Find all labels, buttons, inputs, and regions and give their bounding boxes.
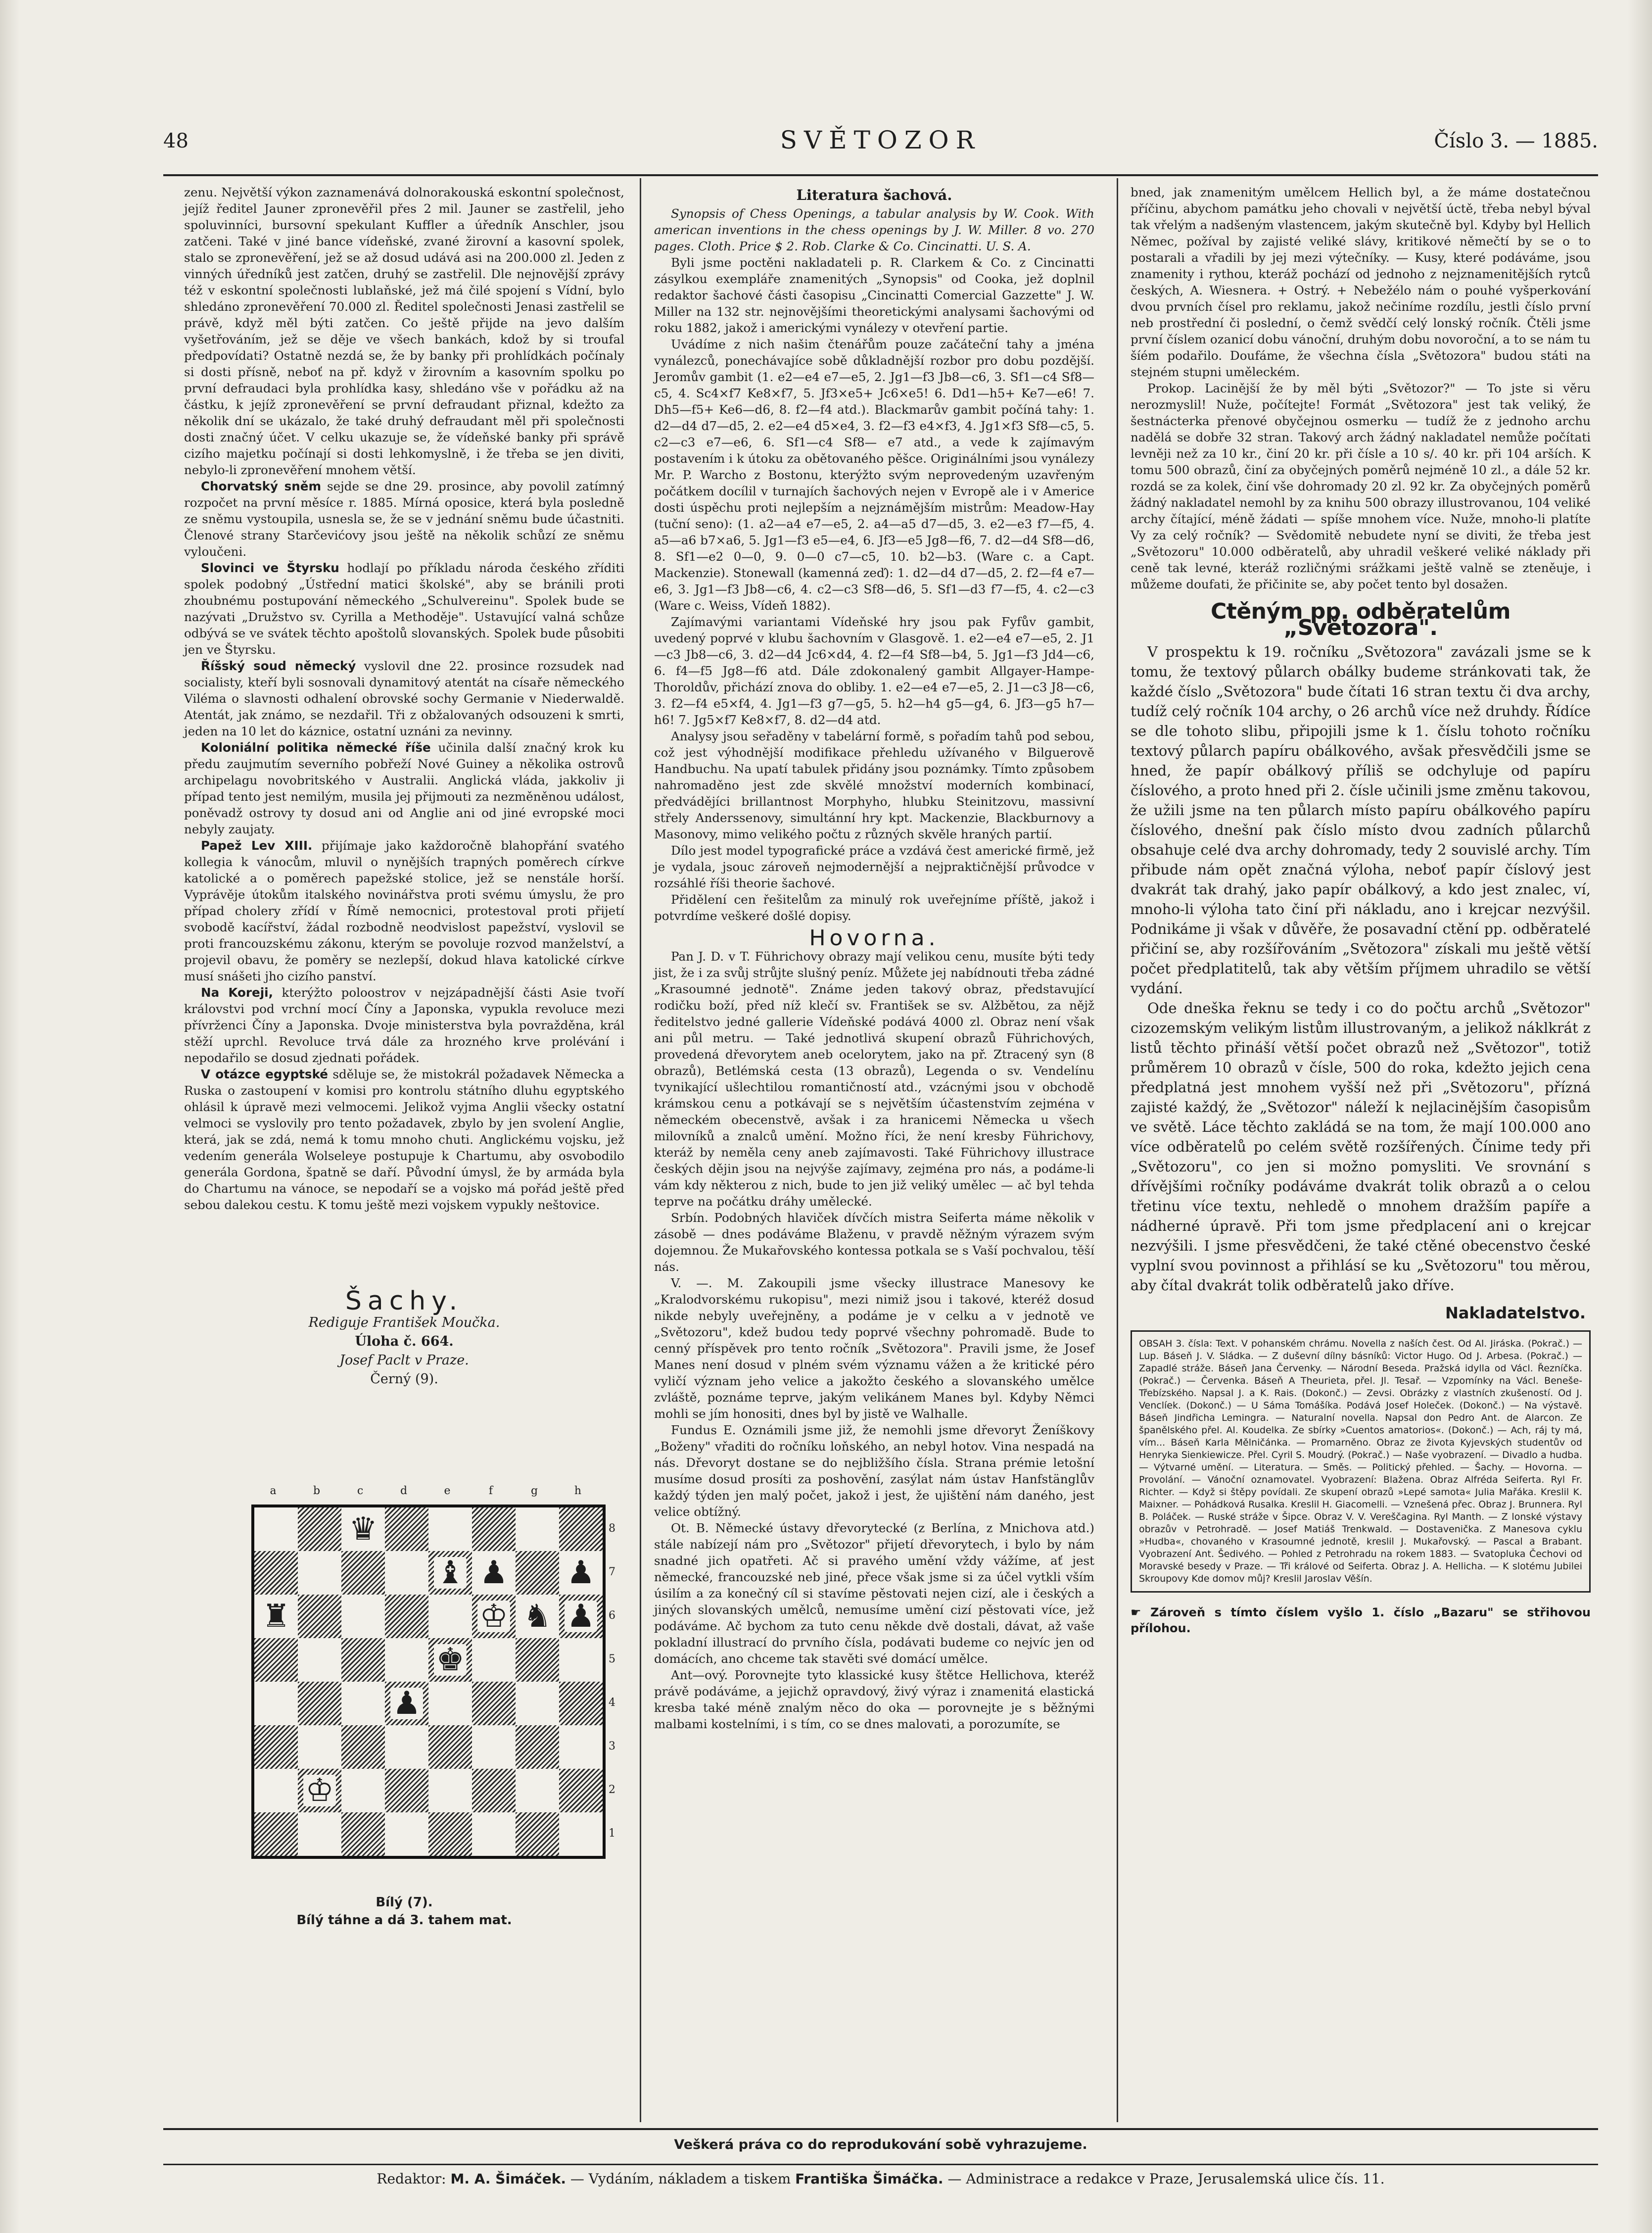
board-square xyxy=(559,1682,603,1725)
chess-piece: ♝ xyxy=(434,1557,466,1589)
board-square xyxy=(516,1682,559,1725)
board-square xyxy=(559,1725,603,1769)
article-paragraph: Synopsis of Chess Openings, a tabular analysis by W. Cook. With american inventions in the chess openings by J. W. Miller. 8 vo. 270 pages. Cloth. Price $ 2. Rob. Clarke & Co. Cincinatti. U. S. A. xyxy=(654,206,1094,253)
board-square xyxy=(298,1725,341,1769)
chess-footer xyxy=(184,1893,624,1929)
article-paragraph: Zajímavými variantami Vídeňské hry jsou pak Fyfův gambit, uvedený poprvé v klubu šachovním v Glasgově. 1. e2—e4 e7—e5, 2. J1—c3 Jb8—c6, 3. d2—d4 Jc6×d4, 4. f2—f4 Sf8—b4, 5. Jg1—f3 Jd4—c6, 6. f4—f5 Jg8—f6 atd. Dále zdokonalený gambit Allgayer-Hampe-Thoroldův, přichází znova do obliby. 1. e2—e4 e7—e5, 2. J1—c3 J8—c6, 3. f2—f4 e5×f4, 4. Jg1—f3 g7—g5, 5. h2—h4 g5—g4, 6. Jf3—g5 h7—h6! 7. Jg5×f7 Ke8×f7, 8. d2—d4 atd. xyxy=(654,615,1094,727)
chess-editor: Rediguje František Moučka. xyxy=(308,1315,500,1330)
board-rank-label: 1 xyxy=(609,1827,615,1840)
board-file-label: a xyxy=(270,1485,277,1497)
board-square xyxy=(298,1682,341,1725)
hovorna-title: Hovorna. xyxy=(809,925,940,951)
board-square xyxy=(516,1638,559,1682)
board-file-label: f xyxy=(488,1485,493,1497)
article-heading: Papež Lev XIII. xyxy=(201,838,313,853)
chess-piece: ♟ xyxy=(477,1557,510,1589)
board-square xyxy=(428,1638,472,1682)
administration-address: — Administrace a redakce v Praze, Jerusalemská ulice čís. 11. xyxy=(947,2171,1385,2187)
article-text: sděluje se, že mistokrál požadavek Německa a Ruska o zastoupení v komisi pro kontrolu státního dluhu egyptského ohlásil k úpravě mezi velmocemi. Jelikož vyjma Anglii všecky ostatní velmoci se vyslovily pro tento požadavek, zbylo by jen svolení Anglie, která, jak se zdá, nemá k tomu mnoho chuti. Anglickému vojsku, jež vedením generála Wolseleye postupuje k Chartumu, aby osvobodilo generála Gordona, špatně se daří. Původní úmysl, že by armáda byla do Chartumu na vánoce, se nepodaří se a vojsko má pořád ještě před sebou dalekou cestu. K tomu ještě mezi vojskem vypukly neštovice. xyxy=(184,1067,624,1212)
chess-piece: ♟ xyxy=(565,1601,597,1632)
article-paragraph xyxy=(184,560,624,658)
board-square xyxy=(254,1595,298,1638)
chess-piece: ♔ xyxy=(477,1601,510,1632)
board-rank-label: 8 xyxy=(609,1522,615,1535)
article-paragraph xyxy=(184,739,624,837)
board-square xyxy=(472,1551,516,1595)
bazar-notice-text: Zároveň s tímto číslem vyšlo 1. číslo „Bazaru" se střihovou přílohou. xyxy=(1131,1605,1591,1635)
board-square xyxy=(385,1769,428,1812)
board-square xyxy=(428,1507,472,1551)
board-square xyxy=(472,1638,516,1682)
chess-problem-number: Úloha č. 664. xyxy=(355,1334,454,1349)
board-square xyxy=(254,1725,298,1769)
article-paragraph: Analysy jsou seřaděny v tabelární formě, s pořadím tahů pod sebou, což jest výhodnější modifikace přehledu užívaného v Bilguerově Handbuchu. Na upatí tabulek přidány jsou poznámky. Tímto způsobem nahromaděno jest zde skvělé množství moderních kombinací, předvádějíci brillantnost Morphyho, hlubku Steinitzovu, massivní střely Anderssenovy, simultánní hry kpt. Mackenzie, Blackburnovy a Masonovy, mimo velikého počtu z různých skvěle hraných partií. xyxy=(654,729,1094,841)
article-heading: V otázce egyptské xyxy=(201,1067,328,1081)
board-square xyxy=(516,1595,559,1638)
article-paragraph: Dílo jest model typografické práce a vzdává čest americké firmě, jež je vydala, jsouc zároveň nejmodernější a nejpraktičnější průvodce v rozsáhlé říši theorie šachové. xyxy=(654,843,1094,890)
board-square xyxy=(298,1638,341,1682)
editor-name: M. A. Šimáček. xyxy=(450,2171,566,2187)
page-number: 48 xyxy=(163,130,189,152)
article-text: přijímaje jako každoročně blahopřání svatého kollegia k vánocům, mluvil o nynějších trapných poměrech církve katolické a o poměrech papežské stolice, jež se nenstále horší. Vyprávěje útokům italského novinářstva proti svému úmyslu, že pro případ cholery zřídí v Římě nemocnici, protestoval proti přijetí svobodě kacířství, žádal rozbodně neodvislost papežství, vyslovil se proti francouzskému zákonu, kterým se povoluje rozvod manželství, a projevil obavu, že poměry se nezlepší, dokud hlava katolické církve musí snášeti jho cizího panství. xyxy=(184,838,624,983)
board-square xyxy=(428,1725,472,1769)
chess-piece: ♜ xyxy=(260,1601,292,1632)
board-square xyxy=(472,1812,516,1856)
board-rank-label: 6 xyxy=(609,1609,615,1622)
board-square xyxy=(298,1507,341,1551)
board-file-label: d xyxy=(400,1485,408,1497)
board-square xyxy=(341,1595,385,1638)
board-square xyxy=(385,1812,428,1856)
board-square xyxy=(472,1725,516,1769)
board-square xyxy=(516,1551,559,1595)
page-header xyxy=(163,126,1598,169)
chess-piece: ♔ xyxy=(303,1775,335,1806)
board-square xyxy=(428,1595,472,1638)
article-paragraph: Byli jsme poctěni nakladateli p. R. Clarkem & Co. z Cincinatti zásylkou exempláře znamenitých „Synopsis" od Cooka, jež doplnil redaktor šachové části časopisu „Cincinatti Comercial Gazzette" J. W. Miller na 132 str. nejnovějšími theoretickými analysami šachovými od roku 1882, jakož i americkými vynálezy v otevření partie. xyxy=(654,255,1094,335)
board-square xyxy=(385,1682,428,1725)
article-paragraph: Ot. B. Německé ústavy dřevorytecké (z Berlína, z Mnichova atd.) stále nabízejí nám pro „Světozor" přijetí dřevorytech, i bylo by nám snadné jich opatřeti. Ač si pravého umění vždy vážíme, ať jest německé, francouzské neb jiné, přece však jsme si za účel vytkli vším úsilím a za konečný cíl si stavíme pěstovati nejen cizí, ale i českých a jiných slovanských umělců, nemusíme umění cizí pěstovati více, jež podáváme. Ač bychom za tuto cenu někde dvě dostali, dávat, až vaše pokladní illustrací do prvního čísla, podávati budeme co nejvíc jen od domácích, ano chceme tak stavěti své domácí umělce. xyxy=(654,1521,1094,1666)
article-paragraph: bned, jak znamenitým umělcem Hellich byl, a že máme dostatečnou příčinu, abychom památku jeho chovali v největší úctě, třeba nebyl býval tak vřelým a nadšeným vlastencem, jakým skutečně byl. Kdyby byl Hellich Němec, požíval by zajisté veliké slávy, kritikové němečtí by se o to postarali a vřadili by jej mezi výtečníky. — Kusy, které podáváme, jsou znamenity i rythou, kteráž pochází od jednoho z nejznamenitějších rytců českých, A. Wiesnera. + Ostrý. + Nebežélo nám o pouhé vyšperkování dvou prvních čísel pro reklamu, jakož nečiníme rozdílu, jestli číslo první neb prostřední či poslední, o čemž svědčí celý lonský ročník. Čtěli jsme první číslem ozanicí dobu vánoční, druhým dobu novoroční, a to se nám tu šíém podařilo. Doufáme, že všechna čísla „Světozora" budou státi na stejném stupni uměleckém. xyxy=(1131,185,1591,379)
chess-problem-author: Josef Paclt v Praze. xyxy=(339,1353,469,1368)
board-file-label: h xyxy=(574,1485,582,1497)
chess-title: Šachy. xyxy=(345,1286,464,1316)
article-paragraph xyxy=(184,837,624,984)
board-file-label: b xyxy=(313,1485,321,1497)
board-rank-label: 4 xyxy=(609,1697,615,1709)
chess-diagram xyxy=(218,1485,633,1950)
article-text: hodlají po příkladu národa českého zříditi spolek podobný „Ústřední matici školské", aby se bránili proti zhoubnému postupování německého „Schulvereinu". Spolek bude se nazývati „Družstvo sv. Cyrilla a Methoděje". Ustavující valná schůze odbývá se ve svátek těchto apoštolů slovanských. Spolek bude působiti jen ve Štyrsku. xyxy=(184,561,624,657)
chess-piece: ♞ xyxy=(521,1601,553,1632)
board-rank-label: 7 xyxy=(609,1566,615,1578)
board-square xyxy=(254,1638,298,1682)
subscribers-notice-title: Ctěným pp. odběratelům „Světozora". xyxy=(1211,599,1510,640)
board-file-label: c xyxy=(357,1485,364,1497)
chess-piece: ♟ xyxy=(565,1557,597,1589)
publishing-label: — Vydáním, nákladem a tiskem xyxy=(570,2171,791,2187)
column-divider-2 xyxy=(1117,178,1118,2122)
article-paragraph xyxy=(184,984,624,1066)
column-1 xyxy=(184,184,624,1213)
board-square xyxy=(428,1682,472,1725)
board-square xyxy=(472,1682,516,1725)
board-square xyxy=(428,1812,472,1856)
board-square xyxy=(559,1812,603,1856)
board-square xyxy=(472,1507,516,1551)
board-square xyxy=(385,1725,428,1769)
chess-section xyxy=(184,1286,624,1389)
article-paragraph: zenu. Největší výkon zaznamenává dolnorakouská eskontní společnost, jejíž ředitel Jauner zpronevěřil přes 2 mil. Jauner se zastřelil, jeho spoluvinníci, bursovní spekulant Kuffler a úředník Anschler, jsou zatčeni. Také v jiné bance vídeňské, zvané žirovní a kasovní spolek, stalo se zpronevěření, jež se až dosud udává asi na 200.000 zl. Jeden z vinných úředníků jest zatčen, druhý se zastřelil. Dle nejnovější zprávy též v eskontní společnosti lublaňské, jež má čilé spojení s Vídní, bylo shledáno zpronevěření 70.000 zl. Ředitel společnosti Jenasi zastřelil se právě, když měl býti zatčen. Co ještě přijde na jevo dalším vyšetřováním, jež se děje ve všech bankách, kdož by si troufal předpovídati? Ostatně nezdá se, že by banky při prohlídkách počínaly si dosti přísně, neboť na př. když v žirovním a kasovním spolku po první defraudaci byla prohlídka kasy, shledáno vše v pořádku až na částku, k jejíž zpronevěření se první defraudant přiznal, kdežto za několik dní se ukázalo, že také druhý defraudant měl při společnosti dosti značný účet. V celku ukazuje se, že vídeňské banky při správě cizího majetku počínají si dosti lehkomyslně, i že třeba se jen diviti, nebylo-li zpronevěření mnohem větší. xyxy=(184,185,624,477)
board-square xyxy=(559,1638,603,1682)
article-paragraph: Srbín. Podobných hlaviček dívčích mistra Seiferta máme několik v zásobě — dnes podáváme Blaženu, v pravdě něžným výrazem svým dojemnou. Že Mukařovského kontessa potkala se s Vaší pochvalou, těší nás. xyxy=(654,1211,1094,1274)
board-file-label: e xyxy=(444,1485,451,1497)
board-square xyxy=(559,1769,603,1812)
header-rule xyxy=(163,174,1598,176)
masthead-title: SVĚTOZOR xyxy=(780,126,982,154)
board-square xyxy=(559,1507,603,1551)
article-paragraph: V. —. M. Zakoupili jsme všecky illustrace Manesovy ke „Kralodvorskému rukopisu", mezi nimiž jsou i takové, kteréž dosud nikde nebyly uveřejněny, a podáme je v celku a v jednotě ve „Světozoru", kdež budou tedy poprvé všechny pohromadě. Bude to cenný příspěvek pro tento ročník „Světozora". Pravili jsme, že Josef Manes není dosud v plném svém významu vážen a že kritické péro vyličí význam jeho velice a jakožto českého a slovanského umělce zvláště, poznáme teprve, jakým velikánem Manes byl. Kdyby Němci mohli se jím honositi, dnes byl by jistě ve Walhalle. xyxy=(654,1276,1094,1421)
board-square xyxy=(298,1812,341,1856)
article-paragraph: Ant—ový. Porovnejte tyto klassické kusy štětce Hellichova, kteréž právě podáváme, a jejichž opravdový, živý výraz i znamenitá elastická kresba také méně znalým něco do oka — porovnejte je s běžnými malbami kostelními, i s tím, co se dnes malovati, a porozumíte, se xyxy=(654,1668,1094,1731)
publisher-signature: Nakladatelstvo. xyxy=(1445,1304,1586,1322)
board-square xyxy=(385,1595,428,1638)
notice-paragraph: Ode dneška řeknu se tedy i co do počtu archů „Světozor" cizozemským velikým listům illustrovaným, a jelikož náklkrát z listů těchto přináší větší počet obrazů než „Světozor", totiž průměrem 10 obrazů v čísle, 500 do roka, kdežto jejich cena předplatná jest mnohem vyšší než při „Světozoru", přízná zajisté každý, že „Světozor" náleží k nejlacinějším časopisům ve světě. Láce těchto zakládá se na tom, že mají 100.000 ano více odběratelů po celém světě rozšířených. Čínime tedy při „Světozoru", co jen si možno pomysliti. Ve srovnání s dřívějšími ročníky podáváme dvakrát tolik obrazů a o celou třetinu více textu, nehledě o mnohem dražším papíře a nádherné úpravě. Při tom jsme předplacení ani o krejcar nezvýšili. I jsme přesvědčeni, že také ctěné obecenstvo české vyplní svou povinnost a přihlásí se ku „Světozoru" tou měrou, aby čítal dvakrát tolik odběratelů jako dříve. xyxy=(1131,1000,1591,1294)
article-paragraph: Uvádíme z nich našim čtenářům pouze začáteční tahy a jména vynálezců, ponechávajíce sobě důkladnější rozbor pro dobu pozdější. Jeromův gambit (1. e2—e4 e7—e5, 2. Jg1—f3 Jb8—c6, 3. Sf1—c4 Sf8—c5, 4. Sc4×f7 Ke8×f7, 5. Jf3×e5+ Jc6×e5! 6. Dd1—h5+ Ke7—e6! 7. Dh5—f5+ Ke6—d6, 8. f2—f4 atd.). Blackmarův gambit počíná tahy: 1. d2—d4 d7—d5, 2. e2—e4 d5×e4, 3. f2—f3 e4×f3, 4. Jg1×f3 Sf8—c5, 5. c2—c3 e7—e6, 6. Sf1—c4 Sf8— e7 atd., a vede k zajímavým postavením i k útoku za obětovaného pěšce. Originálními jsou vynálezy Mr. P. Warcho z Bostonu, kterýžto svým neprovedeným uzavřeným počátkem docílil v turnajích šachových nejen v Evropě ale i v Americe dosti úspěchu proti nejlepším a nejznámějším mistrům: Meadow-Hay (tuční seno): (1. a2—a4 e7—e5, 2. a4—a5 d7—d5, 3. e2—e3 f7—f5, 4. a5—a6 b7×a6, 5. Jg1—f3 e5—e4, 6. Jf3—e5 Jg8—f6, 7. d2—d4 Sf8—d6, 8. Sf1—e2 0—0, 9. 0—0 c7—c5, 10. b2—b3. (Ware c. a Capt. Mackenzie). Stonewall (kamenná zeď): 1. d2—d4 d7—d5, 2. f2—f4 e7—e6, 3. Jg1—f3 Jb8—c6, 4. c2—c3 Sf8—d6, 5. Sf1—d3 f7—f5, 4. c2—c3 (Ware c. Weiss, Vídeň 1882). xyxy=(654,337,1094,613)
board-square xyxy=(341,1769,385,1812)
chess-piece: ♛ xyxy=(347,1513,379,1545)
board-square xyxy=(516,1507,559,1551)
article-heading: Říšský soud německý xyxy=(201,659,356,673)
article-paragraph xyxy=(184,1066,624,1213)
board-square xyxy=(254,1551,298,1595)
issue-number: Číslo 3. — 1885. xyxy=(1434,130,1598,152)
footer-rule-top xyxy=(163,2128,1598,2130)
chess-literature-title: Literatura šachová. xyxy=(796,187,952,203)
board-square xyxy=(516,1812,559,1856)
board-square xyxy=(428,1769,472,1812)
board-square xyxy=(254,1769,298,1812)
board-square xyxy=(341,1725,385,1769)
column-divider-1 xyxy=(640,178,641,2122)
board-square xyxy=(428,1551,472,1595)
board-square xyxy=(559,1551,603,1595)
article-paragraph xyxy=(184,658,624,739)
article-heading: Slovinci ve Štyrsku xyxy=(201,561,339,575)
contents-box: OBSAH 3. čísla: Text. V pohanském chrámu. Novella z naších čest. Od Al. Jiráska. (Pokrač.) — Lup. Báseň J. V. Sládka. — Z duševní dílny básníků: Victor Hugo. Od J. Arbesa. (Pokrač.) — Zapadlé stráže. Báseň Jana Červenky. — Národní Beseda. Pražská idylla od Václ. Řezníčka. (Pokrač.) — Červenka. Báseň A Theurieta, přel. Jl. Tesař. — Vzpomínky na Václ. Beneše-Třebízského. Napsal J. a K. Rais. (Dokonč.) — Zevsi. Obrázky z vlastních zkušeností. Od J. Venclíek. (Dokonč.) — U Sáma Tomášíka. Podává Josef Holeček. (Dokonč.) — Na výstavě. Báseň Jindřicha Lemingra. — Naturalní novella. Napsal don Pedro Ant. de Alarcon. Ze španělského přel. Al. Koudelka. Ze sbírky »Cuentos amatorios«. (Dokonč.) — Ach, ráj ty má, vím... Báseň Karla Mělničánka. — Promarněno. Obraz ze života Kyjevských studentův od Henryka Sienkiewicze. Přel. Cyril S. Moudrý. (Pokrač.) — Naše vyobrazení. — Divadlo a hudba. — Výtvarné umění. — Literatura. — Směs. — Politický přehled. — Šachy. — Hovorna. — Provolání. — Vánoční oznamovatel. Vyobrazení: Blažena. Obraz Alfréda Seiferta. Ryl Fr. Richter. — Když si štěpy povídali. Ze skupení obrazů »Lepé samota« Julia Mařáka. Kreslil K. Maixner. — Pohádková Rusalka. Kreslil H. Giacomelli. — Vznešená přec. Obraz J. Brunnera. Ryl B. Poláček. — Ruské stráže v Šipce. Obraz V. V. Vereščagina. Ryl Manth. — Z lonské výstavy obrazův v Petrohradě. — Josef Matiáš Trenkwald. — Dostavenička. Z Manesova cyklu »Hudba«, chovaného v Krasoumné jednotě, kreslil J. Mukařovský. — Pascal a Brabant. Vyobrazení Ant. Šedivého. — Pohled z Petrohradu na rokem 1883. — Svatopluka Čechovi od Moravské besedy v Praze. — Tři králové od Seiferta. Obraz J. A. Hellicha. — K slotému Jubilei Skroupovy Kde domov můj? Kreslil Jaroslav Věšín. xyxy=(1131,1330,1591,1593)
board-square xyxy=(385,1551,428,1595)
bazar-notice xyxy=(1131,1604,1591,1636)
footer-rule xyxy=(163,2164,1598,2165)
chess-black-label: Černý (9). xyxy=(370,1371,438,1387)
article-text: kterýžto poloostrov v nejzápadnější části Asie tvoří královstvi pod vrchní mocí Číny a Japonska, vypukla revoluce mezi přívrženci Číny a Japonska. Dvoje ministerstva byla povražděna, král stěží uprchl. Revoluce trvá dále za hrozného krve prolévání i nepodařilo se dosud zjednati pořádek. xyxy=(184,985,624,1065)
board-square xyxy=(254,1507,298,1551)
board-square xyxy=(298,1769,341,1812)
article-paragraph: Přidělení cen řešitelům za minulý rok uveřejníme příště, jakož i potvrdíme veškeré došlé dopisy. xyxy=(654,892,1094,923)
board-rank-label: 5 xyxy=(609,1653,615,1665)
board-square xyxy=(341,1812,385,1856)
article-text: vyslovil dne 22. prosince rozsudek nad socialisty, kteří byli sosnovali dynamitový atentát na císaře německého Viléma o slavnosti odhalení obrovské sochy Germanie v Niederwaldě. Atentát, jak známo, se nezdařil. Tři z obžalovaných odsouzeni k smrti, jeden na 10 let do káznice, ostatní uznáni za nevinny. xyxy=(184,659,624,738)
rights-notice: Veškerá práva co do reprodukování sobě vyhrazujeme. xyxy=(674,2137,1087,2152)
board-file-label: g xyxy=(530,1485,538,1497)
board-square xyxy=(298,1595,341,1638)
article-paragraph: Prokop. Lacinější že by měl býti „Světozor?" — To jste si věru nerozmyslil! Nuže, počítejte! Formát „Světozora" jest tak veliký, že šestnácterka přenové obyčejnou osmerku — tudíž že z jednoho archu nadělá se dobře 32 stran. Takový arch žádný nakladatel nemůže počítati levněji než za 10 kr., činí 20 kr. při čísle a 10 s/. 40 kr. při 104 arších. K tomu 500 obrazů, činí za obyčejných poměrů nejméně 10 zl., a dále 52 kr. rozdá se za kolek, činí vše dohromady 20 zl. 92 kr. Za obyčejných poměrů žádný nakladatel nemohl by za knihu 500 obrazy illustrovanou, 104 veliké archy čítající, méně žádati — spíše mnohem více. Nuže, mnoho-li platíte Vy za celý ročník? — Svědomitě nebudete nyní se diviti, že třeba jest „Světozoru" 10.000 odběratelů, aby uhradil veškeré veliké náklady při ceně tak levné, kteráž rozličnými srážkami ještě valně se zteněuje, i můžeme doufati, že přičinite se, aby počet tento byl dosažen. xyxy=(1131,381,1591,591)
board-square xyxy=(298,1551,341,1595)
board-square xyxy=(341,1507,385,1551)
board-rank-label: 3 xyxy=(609,1740,615,1752)
chess-task: Bílý táhne a dá 3. tahem mat. xyxy=(296,1913,512,1928)
board-rank-label: 2 xyxy=(609,1784,615,1796)
column-2 xyxy=(654,184,1094,1732)
imprint xyxy=(163,2171,1598,2187)
board-square xyxy=(559,1595,603,1638)
chess-piece: ♚ xyxy=(434,1644,466,1676)
board-square xyxy=(341,1638,385,1682)
article-heading: Na Koreji, xyxy=(201,985,273,1000)
article-heading: Chorvatský sněm xyxy=(201,479,322,493)
board-file-labels xyxy=(251,1485,600,1502)
notice-paragraph: V prospektu k 19. ročníku „Světozora" zavázali jsme se k tomu, že textový půlarch obálky budeme stránkovati tak, že každé číslo „Světozora" bude čítati 16 stran textu či dva archy, tudíž celý ročník 104 archy, o 26 archů více než druhdy. Řídíce se dle tohoto slibu, připojili jsme k 1. číslu tohoto ročníku textový půlarch papíru obálkového, avšak přesvědčili jsme se hned, že papír obálkový příliš se odchyluje od papíru číslového, a proto hned při 2. čísle učinili jsme změnu takovou, že užili jsme na ten půlarch místo papíru obálkového papíru číslového, dnešní pak číslo místo dvou zadních půlarchů obsahuje celé dva archy dohromady, tedy 2 souvislé archy. Tím přibude nám opět značná výloha, neboť papír číslový jest dvakrát tak drahý, jako papír obálkový, a kdo jest znalec, ví, mnoho-li výloha tato činí při nákladu, ano i krejcar nezvýšil. Podnikáme ji však v důvěře, že posavadní ctění pp. odběratelé přičiní se, aby rozšířováním „Světozora" získali mu ještě větší počet předplatitelů, tak aby větším příjmem uhradilo se větší vydání. xyxy=(1131,643,1591,997)
editor-label: Redaktor: xyxy=(377,2171,446,2187)
article-paragraph xyxy=(184,478,624,560)
board-square xyxy=(516,1725,559,1769)
chess-piece: ♟ xyxy=(390,1688,423,1719)
board-square xyxy=(472,1769,516,1812)
board-square xyxy=(385,1638,428,1682)
board-square xyxy=(341,1551,385,1595)
board-square xyxy=(472,1595,516,1638)
chess-white-label: Bílý (7). xyxy=(376,1895,433,1910)
article-heading: Koloniální politika německé říše xyxy=(201,740,431,755)
board-square xyxy=(254,1812,298,1856)
article-paragraph: Fundus E. Oznámili jsme již, že nemohli jsme dřevoryt Ženíškovy „Boženy" vřaditi do ročníku loňského, an nebyl hotov. Vina nespadá na nás. Dřevoryt dostane se do nejbližšího čísla. Strana prémie letošní musíme dosud prosíti za poshovění, zasýlat nám ústav Hanfstänglův každý týden jen malý počet, jakož i jest, že ujištění nám daného, jest velice obtížný. xyxy=(654,1423,1094,1519)
board-square xyxy=(385,1507,428,1551)
board-square xyxy=(254,1682,298,1725)
article-text: sejde se dne 29. prosince, aby povolil zatímný rozpočet na první měsíce r. 1885. Mírná oposice, která byla posledně ze sněmu vystoupila, usnesla se, že se v jednání sněmu bude účastniti. Členové strany Starčevićovy jsou ještě na několik schůzí ze sněmu vyloučeni. xyxy=(184,479,624,559)
pointing-hand-icon: ☛ xyxy=(1131,1605,1151,1619)
column-3 xyxy=(1131,184,1591,1636)
chess-board xyxy=(251,1505,606,1859)
publisher-name: Františka Šimáčka. xyxy=(795,2171,944,2187)
article-text: učinila další značný krok ku předu zaujmutím severního pobřeží Nové Guiney a několika ostrovů archipelagu novobritského v Australii. Anglická vláda, jakkoliv ji případ tento jest nemilým, musila jej přijmouti za nezměněnou událost, poněvadž ostrovy ty dosud ani od Anglie ani od jiné evropské moci nebyly zaujaty. xyxy=(184,740,624,836)
board-square xyxy=(341,1682,385,1725)
article-paragraph: Pan J. D. v T. Führichovy obrazy mají velikou cenu, musíte býti tedy jist, že i za svůj strůjte slušný peníz. Můžete jej nabídnouti třeba zádné „Krasoumné jednotě". Známe jeden takový obraz, představující rodičku boží, před níž klečí sv. František se sv. Alžbětou, za nějž ředitelstvo jedné gallerie Vídeňské podává 4000 zl. Obraz není však ani půl metru. — Také jednotlivá skupení obrazů Führichových, provedená dřevorytem aneb ocelorytem, jako na př. Ztracený syn (8 obrazů), Betlémská cesta (13 obrazů), Legenda o sv. Vendelínu tvynikající ušlechtilou romantičností atd., vzácnými jsou v obchodě krámskou cenu a potkávají se s největším účastenstvím zejména v německém obecenstvě, avšak i za hranicemi Německa u všech milovníků a znalců umění. Možno říci, že není kresby Führichovy, kteráž by neměla ceny aneb zajímavosti. Také Führichovy illustrace českých dějin jsou na nejvýše zajímavy, zejména pro nás, a podáme-li vám kdy některou z nich, bude to jen již veliký umělec — ač byl tehda teprve na počátku dráhy umělecké. xyxy=(654,949,1094,1209)
board-square xyxy=(516,1769,559,1812)
